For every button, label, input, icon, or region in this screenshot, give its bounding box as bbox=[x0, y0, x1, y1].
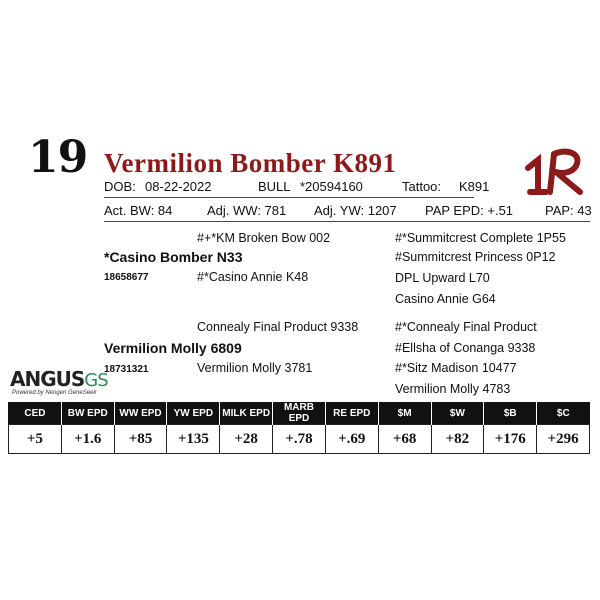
divider bbox=[104, 221, 590, 222]
lot-number: 19 bbox=[28, 132, 88, 183]
pap: PAP: 43 bbox=[545, 203, 592, 218]
epd-header-cell: MARB EPD bbox=[273, 402, 326, 425]
epd-header-cell: RE EPD bbox=[325, 402, 378, 425]
dam-registration: 18731321 bbox=[104, 364, 149, 375]
sire-sire-sire: #*Summitcrest Complete 1P55 bbox=[395, 231, 566, 245]
epd-value-cell: +5 bbox=[9, 425, 62, 454]
dam-dam-dam: Vermilion Molly 4783 bbox=[395, 382, 511, 396]
sire-registration: 18658677 bbox=[104, 272, 149, 283]
epd-value-cell: +.78 bbox=[273, 425, 326, 454]
dam-sire: Connealy Final Product 9338 bbox=[197, 320, 359, 334]
sire-sire: #+*KM Broken Bow 002 bbox=[197, 231, 331, 245]
epd-value-cell: +68 bbox=[378, 425, 431, 454]
epd-table bbox=[8, 402, 590, 454]
sex-value: BULL bbox=[258, 179, 291, 194]
dam-sire-dam: #Ellsha of Conanga 9338 bbox=[395, 341, 536, 355]
sire-dam-dam: Casino Annie G64 bbox=[395, 292, 496, 306]
dob-value: 08-22-2022 bbox=[145, 179, 212, 194]
epd-value-cell: +176 bbox=[484, 425, 537, 454]
sire-dam-sire: DPL Upward L70 bbox=[395, 271, 490, 285]
epd-value-cell: +28 bbox=[220, 425, 273, 454]
epd-header-row bbox=[9, 402, 590, 425]
adjusted-weaning-weight: Adj. WW: 781 bbox=[207, 203, 287, 218]
pap-epd: PAP EPD: +.51 bbox=[425, 203, 514, 218]
epd-header-cell: $M bbox=[378, 402, 431, 425]
epd-header-cell: $C bbox=[537, 402, 590, 425]
logo-gs-text: GS bbox=[84, 370, 108, 391]
dob-label: DOB: bbox=[104, 179, 136, 194]
epd-value-cell: +1.6 bbox=[61, 425, 114, 454]
adjusted-yearling-weight: Adj. YW: 1207 bbox=[314, 203, 397, 218]
epd-value-row bbox=[9, 425, 590, 454]
brand-logo bbox=[520, 140, 590, 200]
sire-sire-dam: #Summitcrest Princess 0P12 bbox=[395, 250, 556, 264]
logo-text: ANGUS bbox=[10, 367, 85, 391]
epd-header-cell: MILK EPD bbox=[220, 402, 273, 425]
animal-name: Vermilion Bomber K891 bbox=[104, 148, 397, 178]
angus-gs-logo bbox=[10, 367, 108, 391]
tattoo-label: Tattoo: bbox=[402, 179, 442, 194]
epd-header-cell: $B bbox=[484, 402, 537, 425]
epd-header-cell: BW EPD bbox=[61, 402, 114, 425]
tattoo-value: K891 bbox=[459, 179, 490, 194]
actual-birth-weight: Act. BW: 84 bbox=[104, 203, 173, 218]
dam-sire-sire: #*Connealy Final Product bbox=[395, 320, 537, 334]
epd-value-cell: +135 bbox=[167, 425, 220, 454]
dam-name: Vermilion Molly 6809 bbox=[104, 340, 242, 356]
epd-value-cell: +.69 bbox=[325, 425, 378, 454]
epd-value-cell: +296 bbox=[537, 425, 590, 454]
epd-value-cell: +85 bbox=[114, 425, 167, 454]
dam-dam: Vermilion Molly 3781 bbox=[197, 361, 313, 375]
divider bbox=[104, 197, 474, 198]
sire-name: *Casino Bomber N33 bbox=[104, 249, 243, 265]
registration-number: *20594160 bbox=[300, 179, 363, 194]
epd-header-cell: YW EPD bbox=[167, 402, 220, 425]
epd-header-cell: WW EPD bbox=[114, 402, 167, 425]
dam-dam-sire: #*Sitz Madison 10477 bbox=[395, 361, 517, 375]
sire-dam: #*Casino Annie K48 bbox=[197, 270, 309, 284]
epd-value-cell: +82 bbox=[431, 425, 484, 454]
epd-header-cell: CED bbox=[9, 402, 62, 425]
logo-subtitle: Powered by Neogen GeneSeek bbox=[12, 390, 97, 396]
epd-header-cell: $W bbox=[431, 402, 484, 425]
